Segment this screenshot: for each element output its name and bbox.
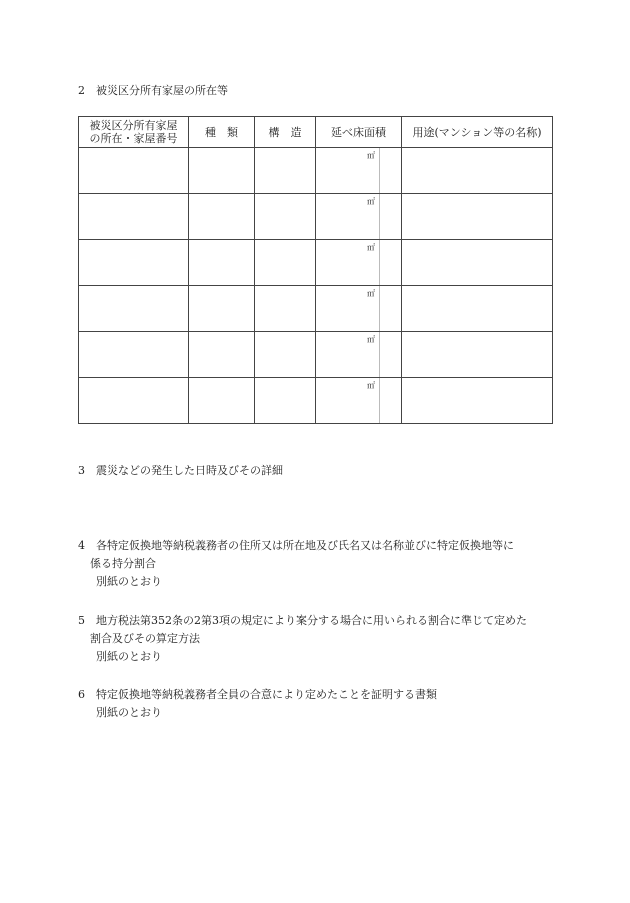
table-row bbox=[79, 332, 553, 378]
cell-structure[interactable] bbox=[255, 332, 316, 378]
section-4-heading-line1: 4 各特定仮換地等納税義務者の住所又は所在地及び氏名又は名称並びに特定仮換地等に bbox=[78, 539, 514, 552]
section-5-heading-line2: 割合及びその算定方法 bbox=[90, 632, 200, 645]
cell-structure[interactable] bbox=[255, 378, 316, 424]
cell-location[interactable] bbox=[79, 378, 189, 424]
cell-structure[interactable] bbox=[255, 240, 316, 286]
cell-usage[interactable] bbox=[402, 286, 553, 332]
cell-type[interactable] bbox=[189, 194, 255, 240]
cell-area-decimal[interactable] bbox=[380, 286, 402, 332]
cell-usage[interactable] bbox=[402, 148, 553, 194]
header-location-line2: の所在・家屋番号 bbox=[89, 132, 178, 145]
header-location-line1: 被災区分所有家屋 bbox=[89, 119, 178, 132]
cell-area[interactable] bbox=[316, 194, 380, 240]
cell-usage[interactable] bbox=[402, 240, 553, 286]
unit-label: ㎡ bbox=[367, 151, 375, 160]
cell-structure[interactable] bbox=[255, 194, 316, 240]
header-usage: 用途(マンション等の名称) bbox=[402, 117, 553, 148]
cell-area-decimal[interactable] bbox=[380, 194, 402, 240]
cell-structure[interactable] bbox=[255, 286, 316, 332]
table-header-row bbox=[79, 117, 553, 148]
cell-type[interactable] bbox=[189, 378, 255, 424]
cell-usage[interactable] bbox=[402, 332, 553, 378]
section-6-heading: 6 特定仮換地等納税義務者全員の合意により定めたことを証明する書類 bbox=[78, 688, 437, 701]
section-5-heading-line1: 5 地方税法第352条の2第3項の規定により案分する場合に用いられる割合に準じて定めた bbox=[78, 614, 527, 627]
cell-area-decimal[interactable] bbox=[380, 148, 402, 194]
table-row bbox=[79, 286, 553, 332]
unit-label: ㎡ bbox=[367, 381, 375, 390]
cell-area[interactable] bbox=[316, 148, 380, 194]
unit-label: ㎡ bbox=[367, 335, 375, 344]
cell-usage[interactable] bbox=[402, 194, 553, 240]
cell-area-decimal[interactable] bbox=[380, 240, 402, 286]
header-type: 種 類 bbox=[189, 117, 255, 148]
cell-location[interactable] bbox=[79, 240, 189, 286]
cell-usage[interactable] bbox=[402, 378, 553, 424]
header-location bbox=[79, 117, 189, 148]
table-row bbox=[79, 378, 553, 424]
cell-area[interactable] bbox=[316, 240, 380, 286]
cell-area-decimal[interactable] bbox=[380, 332, 402, 378]
header-floor-area: 延べ床面積 bbox=[316, 117, 402, 148]
table-row bbox=[79, 194, 553, 240]
table-row bbox=[79, 148, 553, 194]
cell-type[interactable] bbox=[189, 286, 255, 332]
section-3-heading: 3 震災などの発生した日時及びその詳細 bbox=[78, 464, 283, 477]
cell-location[interactable] bbox=[79, 194, 189, 240]
cell-area[interactable] bbox=[316, 332, 380, 378]
unit-label: ㎡ bbox=[367, 197, 375, 206]
cell-location[interactable] bbox=[79, 332, 189, 378]
cell-type[interactable] bbox=[189, 332, 255, 378]
cell-area[interactable] bbox=[316, 286, 380, 332]
unit-label: ㎡ bbox=[367, 289, 375, 298]
section-4-body: 別紙のとおり bbox=[96, 575, 162, 588]
cell-location[interactable] bbox=[79, 148, 189, 194]
table-row bbox=[79, 240, 553, 286]
property-table bbox=[78, 116, 553, 424]
section-2-heading: 2 被災区分所有家屋の所在等 bbox=[78, 84, 228, 97]
section-5-body: 別紙のとおり bbox=[96, 650, 162, 663]
cell-location[interactable] bbox=[79, 286, 189, 332]
section-4-heading-line2: 係る持分割合 bbox=[90, 557, 156, 570]
section-6-body: 別紙のとおり bbox=[96, 706, 162, 719]
cell-type[interactable] bbox=[189, 148, 255, 194]
cell-structure[interactable] bbox=[255, 148, 316, 194]
cell-type[interactable] bbox=[189, 240, 255, 286]
unit-label: ㎡ bbox=[367, 243, 375, 252]
cell-area[interactable] bbox=[316, 378, 380, 424]
header-structure: 構 造 bbox=[255, 117, 316, 148]
cell-area-decimal[interactable] bbox=[380, 378, 402, 424]
